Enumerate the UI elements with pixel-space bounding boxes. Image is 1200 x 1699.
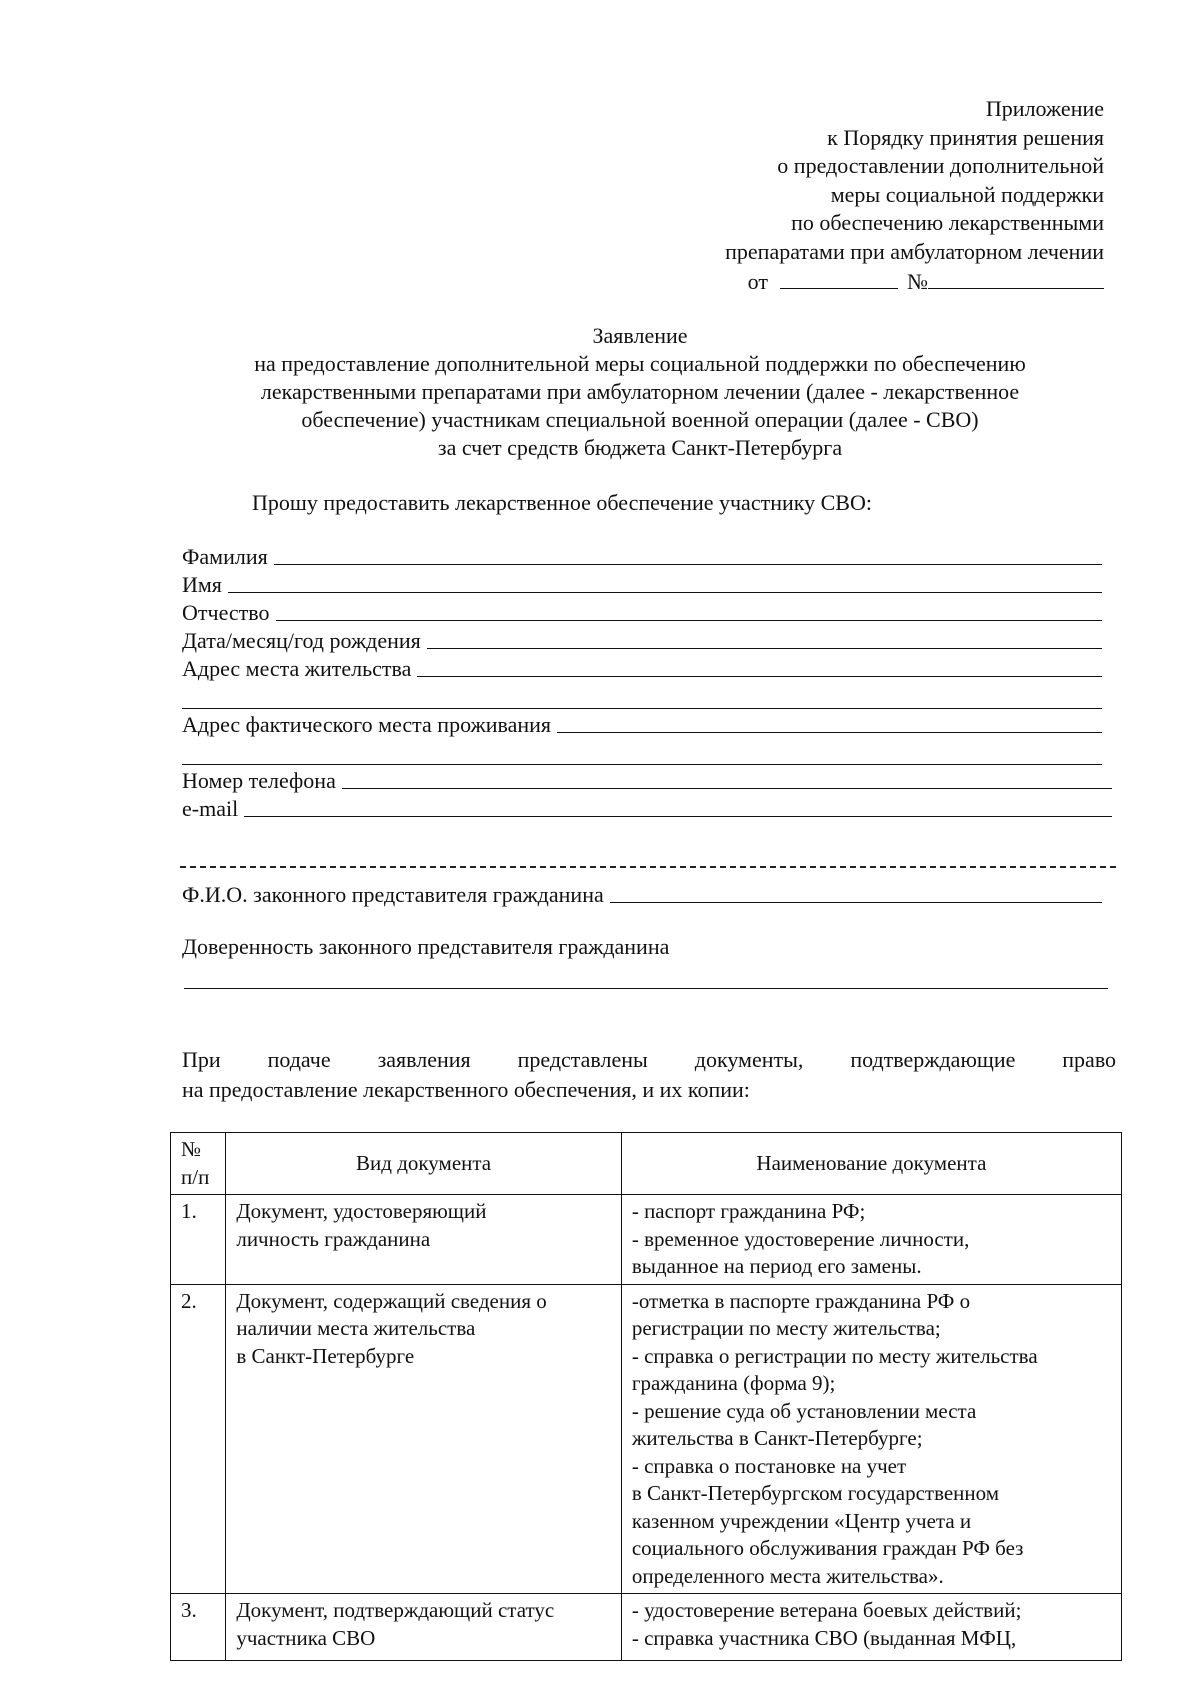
- actual-address-label: Адрес фактического места проживания: [182, 712, 552, 737]
- request-intro: Прошу предоставить лекарственное обеспечение участнику СВО:: [252, 490, 872, 515]
- residence-address-label: Адрес места жительства: [182, 656, 412, 681]
- header-document-type: Вид документа: [226, 1133, 621, 1195]
- representative-name-field: [182, 880, 1102, 908]
- appendix-line: препаратами при амбулаторном лечении: [725, 238, 1104, 264]
- surname-label: Фамилия: [182, 544, 268, 569]
- representative-power-label: Доверенность законного представителя гражданина: [182, 934, 670, 959]
- appendix-line: о предоставлении дополнительной: [777, 153, 1104, 178]
- residence-address-extra-line[interactable]: [182, 708, 1102, 709]
- representative-power-field: [182, 932, 1102, 960]
- table-header-row: [171, 1133, 1122, 1195]
- name-input-line[interactable]: [228, 591, 1102, 593]
- residence-address-field: [182, 654, 1102, 682]
- phone-label: Номер телефона: [182, 768, 336, 793]
- appendix-line: к Порядку принятия решения: [827, 124, 1104, 150]
- appendix-line: по обеспечению лекарственными: [791, 210, 1104, 235]
- from-label: от: [747, 269, 768, 294]
- document-title: [160, 322, 1120, 462]
- row-number: 1.: [171, 1195, 226, 1285]
- table-row: [171, 1195, 1122, 1285]
- representative-power-input-line[interactable]: [184, 988, 1108, 989]
- row-number: 2.: [171, 1284, 226, 1594]
- title-line: обеспечение) участникам специальной военной операции (далее - СВО): [301, 407, 979, 432]
- email-input-line[interactable]: [244, 815, 1112, 817]
- actual-address-input-line[interactable]: [557, 731, 1102, 733]
- note-line-2: на предоставление лекарственного обеспечения, и их копии:: [182, 1077, 750, 1102]
- surname-input-line[interactable]: [274, 563, 1102, 565]
- header-document-name: Наименование документа: [621, 1133, 1121, 1195]
- appendix-header: [725, 95, 1104, 297]
- table-row: [171, 1284, 1122, 1594]
- table-row: [171, 1594, 1122, 1661]
- email-field: [182, 794, 1112, 822]
- row-document-type: Документ, подтверждающий статус участника СВО: [226, 1594, 621, 1661]
- birth-date-field: [182, 626, 1102, 654]
- actual-address-extra-line[interactable]: [182, 764, 1102, 765]
- row-document-names: - удостоверение ветерана боевых действий; - справка участника СВО (выданная МФЦ,: [621, 1594, 1121, 1661]
- residence-address-input-line[interactable]: [417, 675, 1102, 677]
- email-label: e-mail: [182, 796, 239, 821]
- title-line: на предоставление дополнительной меры социальной поддержки по обеспечению: [254, 351, 1026, 376]
- name-field: [182, 570, 1102, 598]
- representative-name-input-line[interactable]: [610, 901, 1102, 903]
- appendix-line: меры социальной поддержки: [830, 181, 1104, 207]
- title-line: лекарственными препаратами при амбулаторном лечении (далее - лекарственное: [260, 379, 1020, 404]
- birth-date-input-line[interactable]: [427, 647, 1102, 649]
- phone-input-line[interactable]: [342, 787, 1112, 789]
- header-number: № п/п: [171, 1133, 226, 1195]
- representative-name-label: Ф.И.О. законного представителя гражданина: [182, 882, 604, 907]
- patronymic-field: [182, 598, 1102, 626]
- row-document-type: Документ, содержащий сведения о наличии места жительства в Санкт-Петербурге: [226, 1284, 621, 1594]
- phone-field: [182, 766, 1112, 794]
- documents-table: [170, 1132, 1122, 1661]
- documents-note: [182, 1045, 1116, 1105]
- title-heading: Заявление: [592, 323, 688, 348]
- note-line-1: При подаче заявления представлены документы, подтверждающие право: [182, 1047, 1117, 1072]
- appendix-date-number-line: [725, 266, 1104, 297]
- row-document-names: -отметка в паспорте гражданина РФ о регистрации по месту жительства; - справка о регистрации по месту жительства гражданина (форма 9); - решение суда об установлении места жительства в Санкт-Петербурге; - справка о постановке на учет в Санкт-Петербургском государственном казенном учреждении «Центр учета и социального обслуживания граждан РФ без определенного места жительства».: [621, 1284, 1121, 1594]
- number-label: №: [907, 269, 928, 294]
- actual-address-field: [182, 710, 1102, 738]
- surname-field: [182, 542, 1102, 570]
- date-blank[interactable]: [780, 266, 898, 289]
- appendix-line: Приложение: [985, 96, 1104, 121]
- birth-date-label: Дата/месяц/год рождения: [182, 628, 421, 653]
- row-document-type: Документ, удостоверяющий личность гражданина: [226, 1195, 621, 1285]
- row-document-names: - паспорт гражданина РФ; - временное удостоверение личности, выданное на период его замены.: [621, 1195, 1121, 1285]
- row-number: 3.: [171, 1594, 226, 1661]
- number-blank[interactable]: [928, 266, 1104, 289]
- title-line: за счет средств бюджета Санкт-Петербурга: [437, 435, 843, 460]
- patronymic-input-line[interactable]: [276, 619, 1103, 621]
- patronymic-label: Отчество: [182, 600, 270, 625]
- name-label: Имя: [182, 572, 222, 597]
- section-divider: [180, 866, 1116, 868]
